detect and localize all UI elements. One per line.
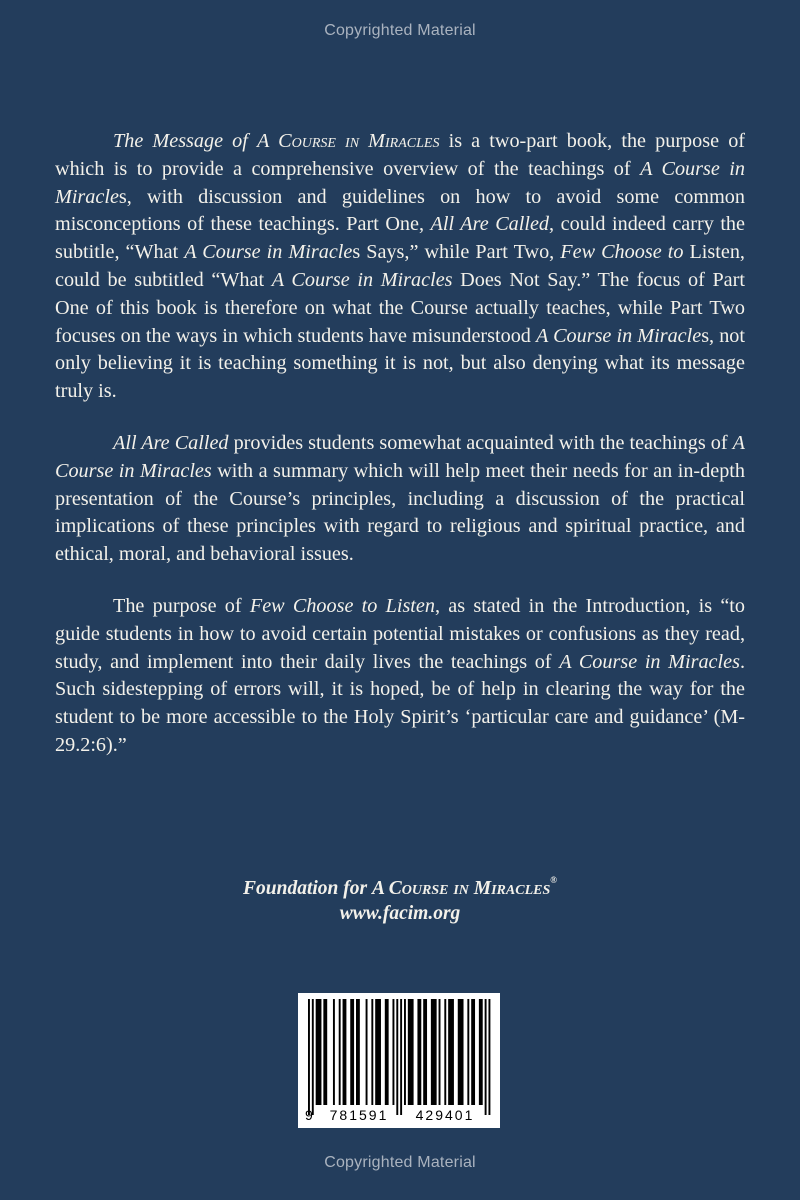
- text-run: , could indeed carry the subtitle, “What: [55, 213, 745, 264]
- text-run: The Message of: [113, 130, 258, 152]
- text-run: A Course in Miracles: [271, 268, 453, 291]
- text-run: s Says,” while Part Two,: [352, 241, 561, 264]
- text-run: provides students somewhat acquainted with the teachings of: [228, 431, 733, 454]
- description-paragraph-1: [55, 128, 745, 406]
- text-run: s, with discussion and guidelines on how to avoid some common misconceptions of these teachings. Part One,: [55, 185, 745, 236]
- barcode-bar-8: [356, 999, 360, 1105]
- barcode-digits-left: 781591: [329, 1107, 389, 1123]
- text-run: . Such sidestepping of errors will, it is hoped, be of help in clearing the way for the student to be more accessible to the Holy Spirit’s ‘particular care and guidance’ (M-29.2:6).”: [55, 650, 745, 756]
- text-run: Does Not Say.” The focus of Part One of this book is therefore on what the Course actually teaches, while Part Two focuses on the ways in which students have misunderstood: [55, 268, 745, 347]
- barcode-bar-15: [400, 999, 402, 1115]
- copyright-watermark-top: Copyrighted Material: [324, 22, 476, 39]
- barcode-bar-28: [485, 999, 487, 1115]
- barcode-bar-3: [323, 999, 327, 1105]
- barcode-bar-25: [467, 999, 469, 1105]
- barcode-bar-12: [385, 999, 389, 1105]
- barcode-bar-10: [371, 999, 373, 1105]
- text-run: A Course in Miracle: [536, 324, 702, 347]
- text-run: A Course in Miracle: [184, 241, 353, 264]
- barcode-bar-29: [488, 999, 490, 1115]
- barcode-bar-22: [444, 999, 446, 1105]
- barcode-bar-27: [479, 999, 483, 1105]
- barcode-bar-7: [350, 999, 354, 1105]
- publisher-course-title: A Course in Miracles: [371, 878, 551, 899]
- barcode-bar-1: [312, 999, 314, 1115]
- barcode-bar-0: [308, 999, 310, 1115]
- text-run: All Are Called: [430, 213, 550, 236]
- publisher-block: [0, 876, 800, 926]
- barcode-bar-13: [392, 999, 394, 1105]
- barcode-bar-18: [417, 999, 421, 1105]
- text-run: A Course in Miracles: [257, 130, 440, 152]
- text-run: A Course in Miracle: [55, 157, 745, 208]
- isbn-barcode: [298, 993, 500, 1128]
- barcode-bar-24: [458, 999, 464, 1105]
- barcode-graphic: [298, 993, 500, 1128]
- barcode-bar-17: [408, 999, 414, 1105]
- text-run: All Are Called: [113, 431, 229, 454]
- barcode-bar-11: [375, 999, 381, 1105]
- text-run: is a two-part book, the purpose of which is to provide a comprehensive overview of the teachings of: [55, 130, 746, 180]
- publisher-name: Foundation for A Course in Miracles®: [243, 875, 557, 899]
- barcode-bar-5: [339, 999, 341, 1105]
- barcode-bar-19: [423, 999, 427, 1105]
- description-paragraph-2: [55, 430, 745, 569]
- publisher-url: www.facim.org: [339, 903, 461, 924]
- barcode-bar-23: [448, 999, 454, 1105]
- barcode-bar-6: [343, 999, 347, 1105]
- text-run: Few Choose to Listen: [249, 594, 435, 617]
- description-paragraph-3: [55, 593, 745, 760]
- text-run: with a summary which will help meet their needs for an in-depth presentation of the Course’s principles, including a discussion of the practical implications of these principles with regard to religious and spiritual practice, and ethical, moral, and behavioral issues.: [55, 459, 745, 566]
- barcode-digits-right: 429401: [415, 1107, 475, 1123]
- text-run: A Course in Miracles: [55, 431, 745, 482]
- text-run: A Course in Miracles: [559, 650, 740, 673]
- barcode-bar-20: [431, 999, 437, 1105]
- registered-mark: ®: [550, 875, 557, 885]
- text-run: , as stated in the Introduction, is “to guide students in how to avoid certain potential mistakes or confusions as they read, study, and implement into their daily lives the teachings of: [55, 594, 745, 673]
- barcode-bar-4: [333, 999, 335, 1105]
- text-run: The purpose of: [113, 594, 250, 617]
- barcode-bar-21: [439, 999, 441, 1105]
- barcode-bar-2: [316, 999, 322, 1105]
- text-run: Few Choose to: [560, 241, 684, 264]
- barcode-digit-lead: 9: [305, 1107, 313, 1123]
- back-cover-description: [55, 128, 745, 784]
- barcode-bar-26: [471, 999, 475, 1105]
- barcode-bars: [308, 999, 490, 1115]
- barcode-bar-9: [366, 999, 368, 1105]
- barcode-bar-16: [404, 999, 406, 1105]
- barcode-bar-14: [396, 999, 398, 1115]
- text-run: s, not only believing it is teaching something it is not, but also denying what its message truly is.: [55, 324, 746, 403]
- text-run: Listen, could be subtitled “What: [55, 241, 745, 291]
- copyright-watermark-bottom: Copyrighted Material: [324, 1154, 476, 1171]
